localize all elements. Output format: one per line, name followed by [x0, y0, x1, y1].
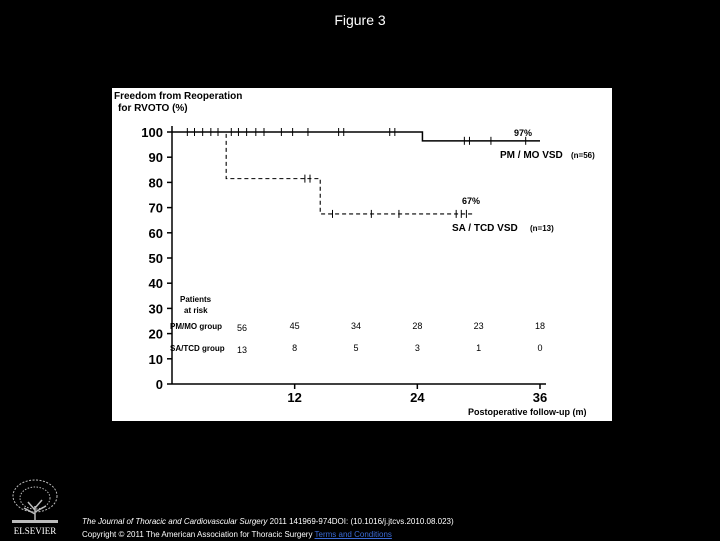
journal-name: The Journal of Thoracic and Cardiovascular Surgery	[82, 517, 268, 526]
y-tick-label-90: 90	[148, 150, 163, 166]
y-tick-label-80: 80	[148, 175, 163, 191]
series-line-1	[172, 132, 474, 214]
risk-value-1-5: 0	[537, 343, 543, 353]
citation	[82, 515, 454, 541]
risk-value-1-1: 8	[292, 343, 298, 353]
x-axis-label: Postoperative follow-up (m)	[468, 407, 587, 417]
series-line-0	[172, 132, 540, 141]
series-layer	[172, 128, 540, 218]
y-tick-label-10: 10	[148, 351, 163, 367]
y-axis-label-line2: for RVOTO (%)	[118, 103, 188, 114]
y-tick-label-60: 60	[148, 225, 163, 241]
copyright-line	[82, 528, 454, 541]
x-tick-label-24: 24	[410, 390, 425, 405]
terms-link[interactable]: Terms and Conditions	[314, 530, 392, 539]
figure-title: Figure 3	[334, 12, 386, 28]
elsevier-logo-text: ELSEVIER	[13, 526, 57, 536]
risk-value-0-4: 23	[473, 321, 484, 331]
risk-table-title-line2: at risk	[184, 306, 208, 315]
risk-value-0-1: 45	[289, 321, 300, 331]
labels-layer	[114, 91, 595, 417]
y-tick-label-100: 100	[141, 125, 163, 140]
y-tick-label-50: 50	[148, 251, 163, 266]
y-tick-label-70: 70	[148, 200, 163, 216]
risk-value-1-0: 13	[236, 345, 248, 355]
series-n-label-0: (n=56)	[571, 151, 595, 160]
series-name-0: PM / MO VSD	[500, 150, 563, 161]
series-end-label-0: 97%	[514, 128, 533, 138]
series-end-label-1: 67%	[462, 196, 481, 206]
y-axis-label-line1: Freedom from Reoperation	[114, 91, 243, 102]
y-tick-label-0: 0	[155, 377, 163, 392]
risk-value-1-3: 3	[414, 343, 420, 353]
risk-row-label-0: PM/MO group	[170, 322, 222, 331]
survival-chart	[112, 88, 612, 421]
x-tick-label-12: 12	[287, 390, 302, 405]
risk-row-label-1: SA/TCD group	[170, 344, 225, 353]
risk-value-1-2: 5	[353, 343, 359, 353]
citation-details: 2011 141969-974DOI: (10.1016/j.jtcvs.2010.08.023)	[267, 517, 454, 526]
y-tick-label-20: 20	[148, 326, 163, 342]
series-name-1: SA / TCD VSD	[452, 223, 518, 234]
risk-value-0-3: 28	[412, 321, 423, 331]
y-tick-label-30: 30	[148, 301, 163, 317]
copyright-text: Copyright © 2011 The American Association for Thoracic Surgery	[82, 530, 313, 539]
x-tick-label-36: 36	[532, 390, 548, 405]
risk-value-0-2: 34	[350, 321, 362, 331]
series-n-label-1: (n=13)	[530, 224, 554, 233]
risk-value-1-4: 1	[476, 343, 482, 353]
citation-line	[82, 515, 454, 528]
y-tick-label-40: 40	[148, 276, 163, 292]
elsevier-logo	[6, 476, 64, 536]
risk-value-0-5: 18	[534, 321, 546, 331]
chart-panel	[112, 88, 612, 421]
axes-layer	[141, 125, 547, 405]
risk-value-0-0: 56	[236, 323, 248, 333]
risk-table-title-line1: Patients	[180, 295, 212, 304]
